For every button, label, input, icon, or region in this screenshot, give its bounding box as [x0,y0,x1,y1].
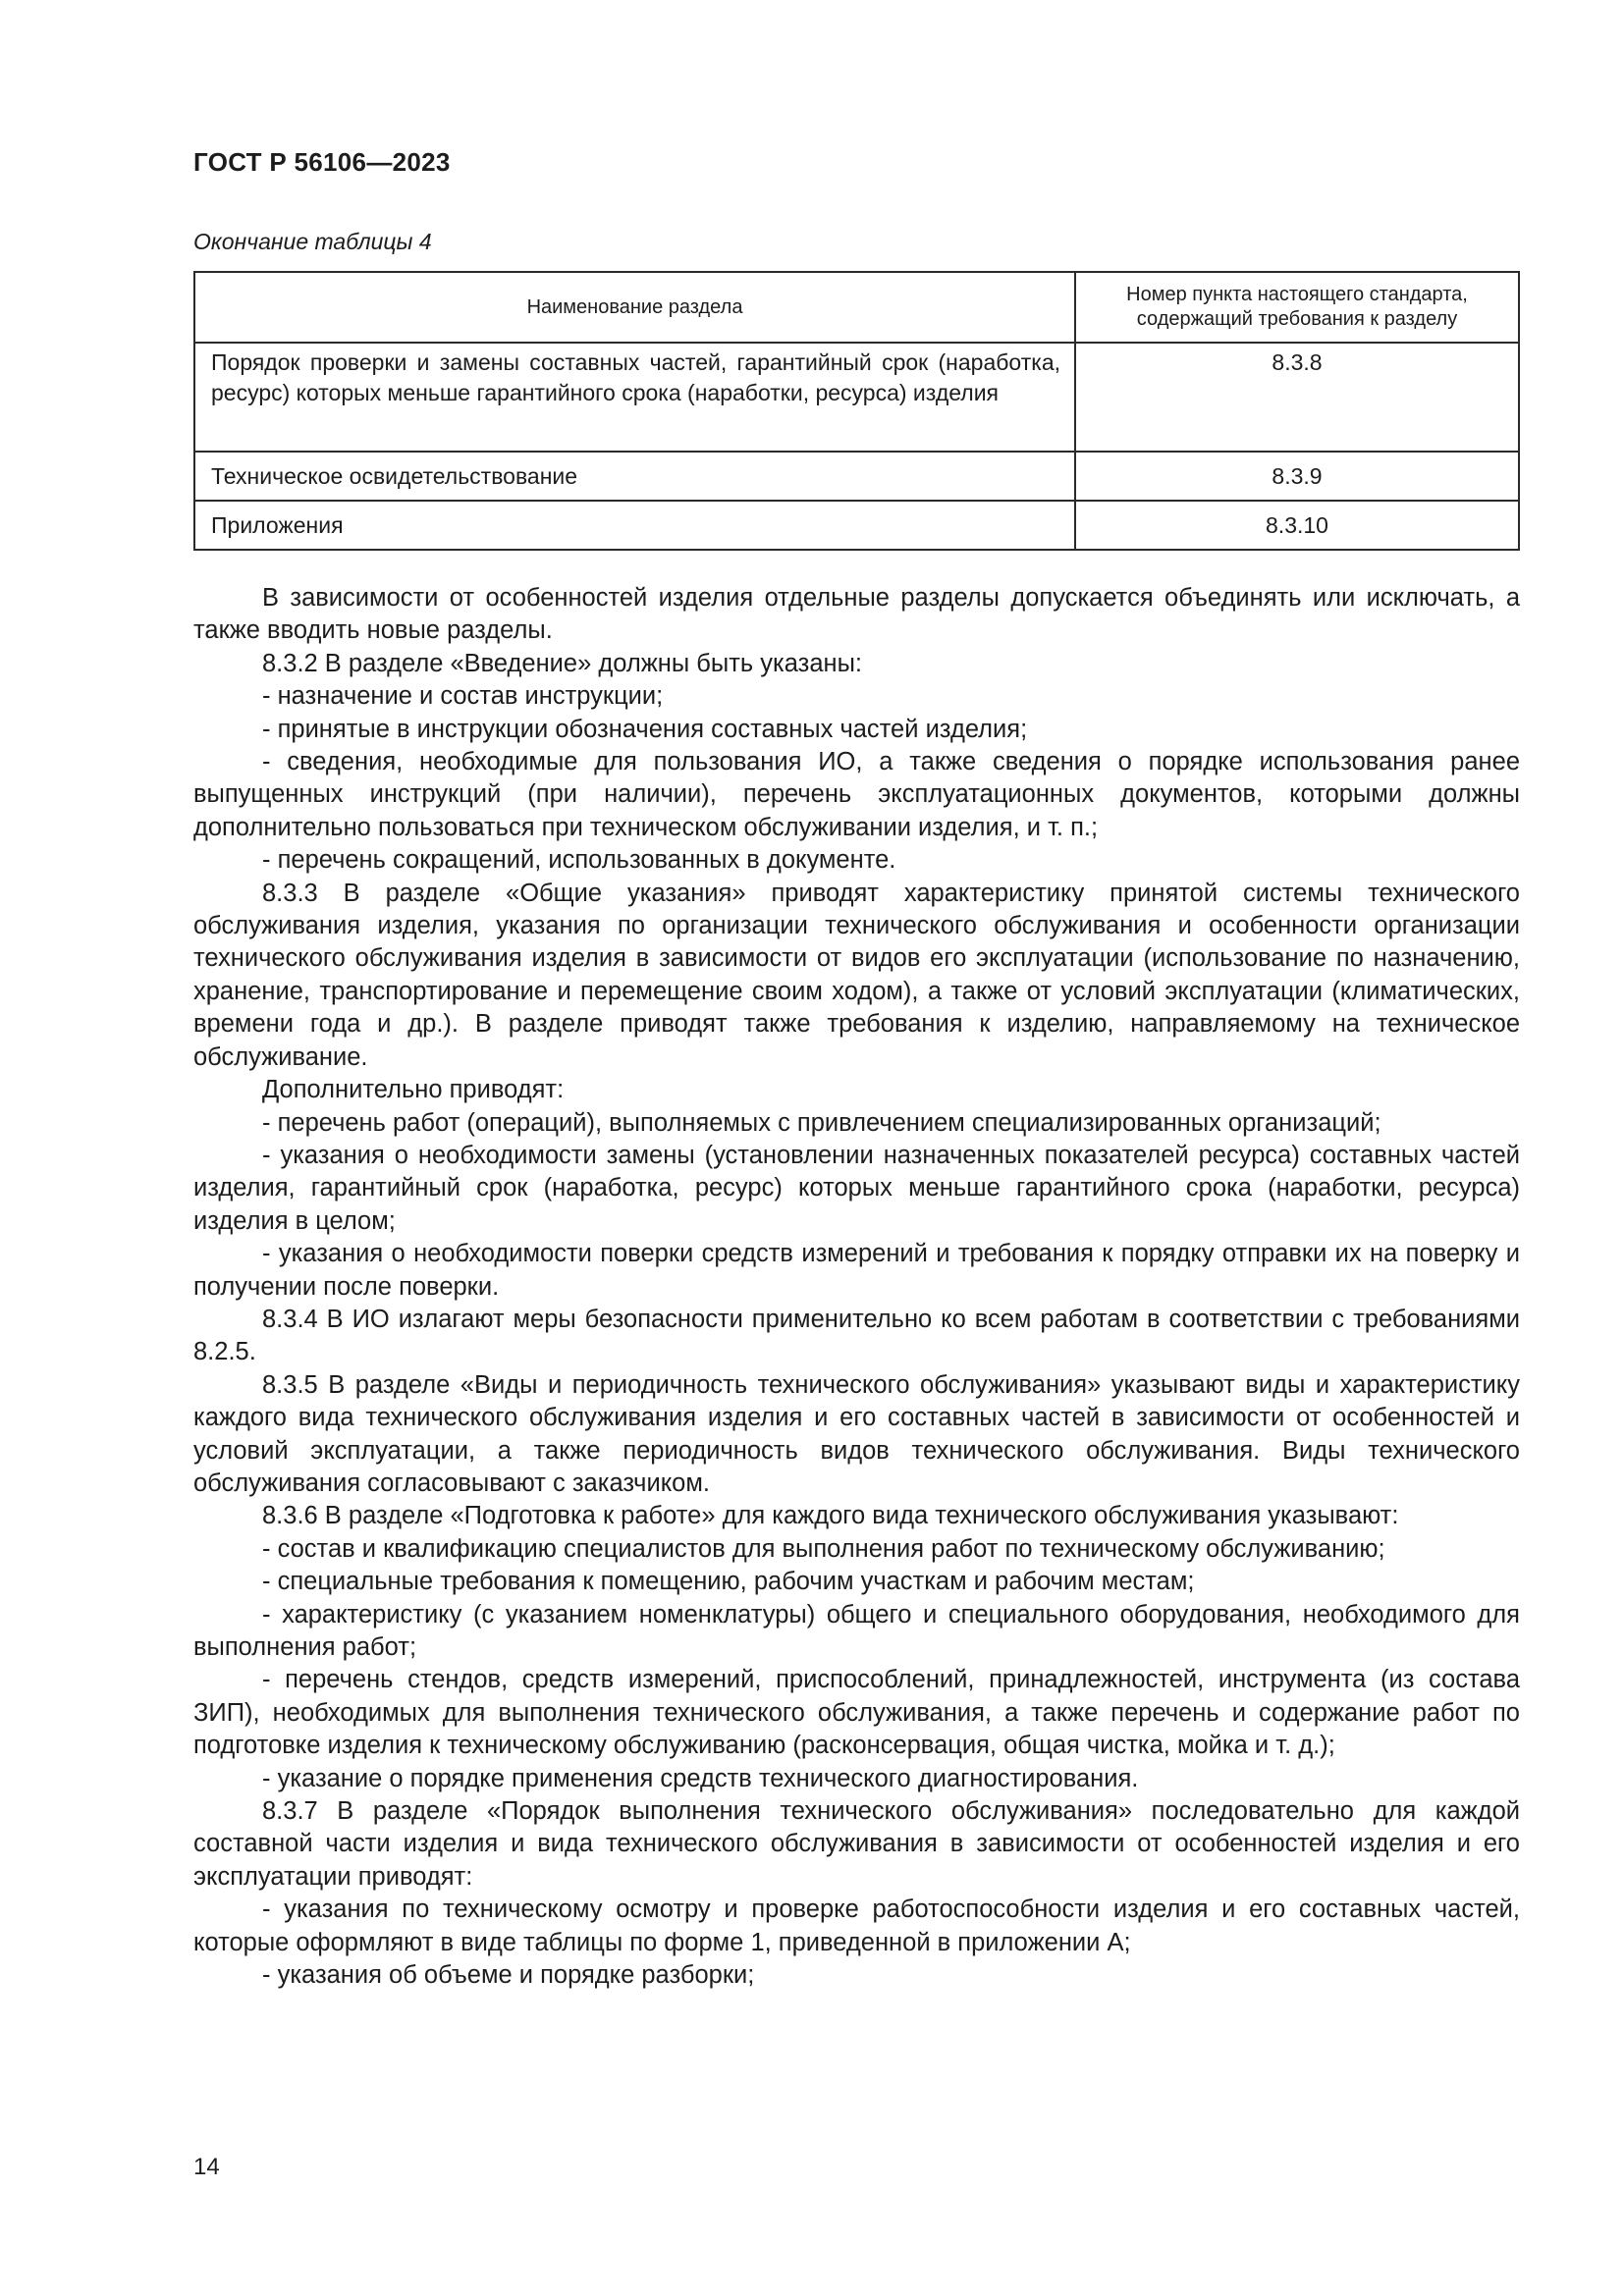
column-header-section-name: Наименование раздела [194,272,1075,343]
paragraph: Дополнительно приводят: [262,1076,565,1104]
table-cell-section-name: Техническое освидетельствование [194,452,1075,501]
list-item: - сведения, необходимые для пользования ИО, а также сведения о порядке использования ранее выпущенных инструкций (при наличии), перечень эксплуатационных документов, которыми должны дополнительно пользоваться при техническом обслуживании изделия, и т. п.; [193,748,1520,841]
table-cell-clause-number: 8.3.8 [1075,343,1519,452]
table-4 [193,271,1520,551]
paragraph: 8.3.6 В разделе «Подготовка к работе» для каждого вида технического обслуживания указывают: [262,1502,1399,1530]
list-item: - указания по техническому осмотру и проверке работоспособности изделия и его составных частей, которые оформляют в виде таблицы по форме 1, приведенной в приложении А; [193,1896,1520,1956]
paragraph: 8.3.4 В ИО излагают меры безопасности применительно ко всем работам в соответствии с требованиями 8.2.5. [193,1305,1520,1366]
list-item: - специальные требования к помещению, рабочим участкам и рабочим местам; [262,1568,1195,1596]
list-item: - перечень работ (операций), выполняемых с привлечением специализированных организаций; [262,1108,1381,1137]
column-header-clause-number: Номер пункта настоящего стандарта, содержащий требования к разделу [1075,272,1519,343]
table-cell-clause-number: 8.3.10 [1075,501,1519,550]
list-item: - указания о необходимости поверки средств измерений и требования к порядку отправки их на поверку и получении после поверки. [193,1240,1520,1301]
list-item: - перечень стендов, средств измерений, приспособлений, принадлежностей, инструмента (из состава ЗИП), необходимых для выполнения технического обслуживания, а также перечень и содержание работ по подготовке изделия к техническому обслуживанию (расконсервация, общая чистка, мойка и т. д.); [193,1666,1520,1760]
table-header-row [194,272,1519,343]
table-row [194,501,1519,550]
list-item: - перечень сокращений, использованных в документе. [262,846,896,875]
paragraph: 8.3.7 В разделе «Порядок выполнения технического обслуживания» последовательно для каждой составной части изделия и вида технического обслуживания в зависимости от особенностей изделия и его эксплуатации приводят: [193,1797,1520,1891]
list-item: - характеристику (с указанием номенклатуры) общего и специального оборудования, необходимого для выполнения работ; [193,1600,1520,1661]
list-item: - указания о необходимости замены (установлении назначенных показателей ресурса) составных частей изделия, гарантийный срок (наработка, ресурс) которых меньше гарантийного срока (наработки, ресурса) изделия в целом; [193,1141,1520,1235]
table-row [194,343,1519,452]
list-item: - состав и квалификацию специалистов для выполнения работ по техническому обслуживанию; [262,1534,1385,1563]
page-number: 14 [193,2154,220,2180]
table-cell-section-name: Приложения [194,501,1075,550]
table-cell-clause-number: 8.3.9 [1075,452,1519,501]
paragraph: 8.3.5 В разделе «Виды и периодичность технического обслуживания» указывают виды и характеристику каждого вида технического обслуживания изделия и его составных частей в зависимости от особенностей и условий эксплуатации, а также периодичность видов технического обслуживания. Виды технического обслуживания согласовывают с заказчиком. [193,1370,1520,1497]
document-code-header: ГОСТ Р 56106—2023 [193,147,451,177]
table-caption: Окончание таблицы 4 [193,229,432,254]
table-cell-section-name: Порядок проверки и замены составных частей, гарантийный срок (наработка, ресурс) которых меньше гарантийного срока (наработки, ресурса) изделия [194,343,1075,452]
list-item: - принятые в инструкции обозначения составных частей изделия; [262,715,1028,743]
paragraph: 8.3.3 В разделе «Общие указания» приводят характеристику принятой системы технического обслуживания изделия, указания по организации технического обслуживания и особенности организации технического обслуживания изделия в зависимости от видов его эксплуатации (использование по назначению, хранение, транспортирование и перемещение своим ходом), а также от условий эксплуатации (климатических, времени года и др.). В разделе приводят также требования к изделию, направляемому на техническое обслуживание. [193,879,1520,1071]
list-item: - назначение и состав инструкции; [262,682,664,711]
list-item: - указание о порядке применения средств технического диагностирования. [262,1764,1139,1792]
body-text [193,582,1520,1992]
paragraph: 8.3.2 В разделе «Введение» должны быть указаны: [262,649,863,677]
paragraph: В зависимости от особенностей изделия отдельные разделы допускается объединять или исключать, а также вводить новые разделы. [193,584,1520,645]
table-row [194,452,1519,501]
list-item: - указания об объеме и порядке разборки; [262,1961,755,1990]
